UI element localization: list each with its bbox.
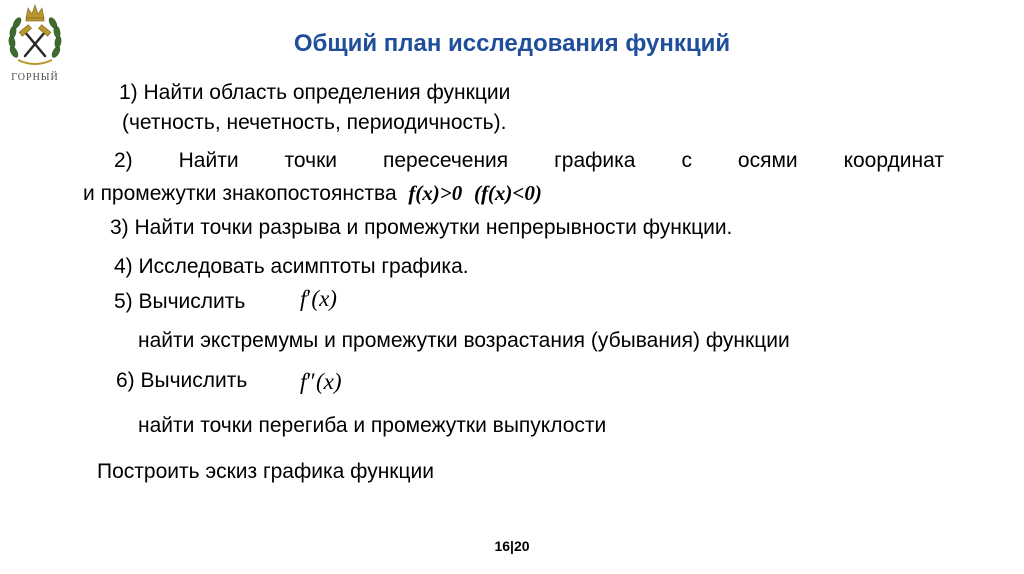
item-2-word: 2) bbox=[114, 149, 133, 172]
item-1-line-2: (четность, нечетность, периодичность). bbox=[122, 111, 507, 134]
item-5-formula-f: f bbox=[300, 286, 307, 311]
item-6-label: 6) Вычислить bbox=[116, 369, 248, 392]
item-2-word: Найти bbox=[178, 149, 239, 172]
item-2-word: координат bbox=[843, 149, 944, 172]
item-4: 4) Исследовать асимптоты графика. bbox=[114, 255, 469, 278]
item-5-formula bbox=[300, 286, 337, 312]
logo-text: ГОРНЫЙ bbox=[11, 72, 59, 83]
item-5-formula-x: (x) bbox=[311, 286, 337, 311]
item-2-word: с bbox=[681, 149, 692, 172]
item-2-word: осями bbox=[737, 149, 798, 172]
item-2-line-1 bbox=[114, 149, 944, 173]
item-2-word: пересечения bbox=[382, 149, 509, 172]
item-6-formula bbox=[300, 369, 342, 395]
page-number: 16|20 bbox=[494, 538, 530, 554]
item-2-line-2 bbox=[83, 181, 542, 206]
slide-title: Общий план исследования функций bbox=[293, 30, 731, 57]
item-6-text: найти точки перегиба и промежутки выпуклости bbox=[138, 414, 607, 437]
item-1-line-1: 1) Найти область определения функции bbox=[119, 81, 511, 104]
final-step: Построить эскиз графика функции bbox=[97, 460, 434, 483]
item-6-formula-x: (x) bbox=[315, 369, 342, 394]
item-3: 3) Найти точки разрыва и промежутки непрерывности функции. bbox=[110, 216, 733, 239]
item-5-formula-prime: ′ bbox=[306, 286, 312, 311]
item-6-formula-f: f bbox=[300, 369, 307, 394]
item-6-formula-prime: ″ bbox=[306, 369, 316, 394]
item-2-formula-negative: f(x)<0 bbox=[480, 181, 535, 205]
item-2-formula-positive: f(x)>0 bbox=[408, 181, 463, 205]
item-2-word: графика bbox=[554, 149, 636, 172]
item-2-word: точки bbox=[284, 149, 337, 172]
item-2-text: и промежутки знакопостоянства bbox=[83, 182, 397, 205]
item-5-label: 5) Вычислить bbox=[114, 290, 246, 313]
item-5-text: найти экстремумы и промежутки возрастания (убывания) функции bbox=[138, 329, 790, 352]
item-2-formula-negative-group: (f(x)<0) bbox=[473, 181, 542, 205]
